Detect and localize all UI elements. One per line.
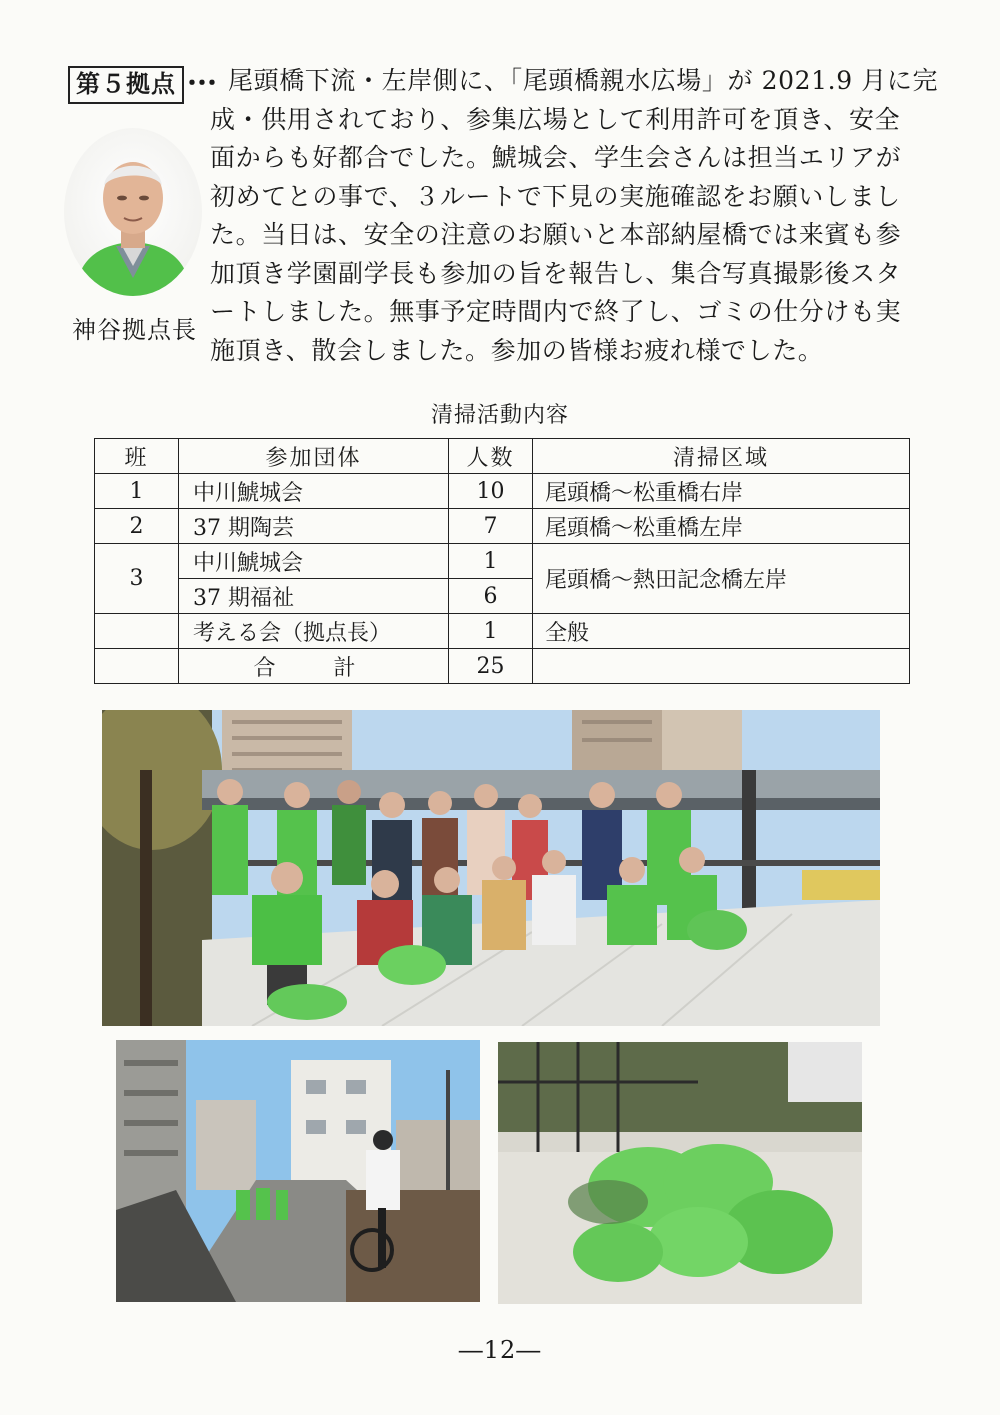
- table-header-row: [95, 439, 910, 474]
- body-line: た。当日は、安全の注意のお願いと本部納屋橋では来賓も参: [210, 220, 902, 249]
- cell-count: 1: [449, 614, 533, 649]
- body-line: 面からも好都合でした。鯱城会、学生会さんは担当エリアが: [210, 143, 902, 172]
- header-count: 人数: [449, 439, 533, 474]
- cell-count: 10: [449, 474, 533, 509]
- cell-team: 考える会（拠点長）: [179, 614, 449, 649]
- cell-team: 37 期陶芸: [179, 509, 449, 544]
- cell-group: 2: [95, 509, 179, 544]
- body-line: ートしました。無事予定時間内で終了し、ゴミの仕分けも実: [210, 297, 902, 326]
- body-line: 成・供用されており、参集広場として利用許可を頂き、安全: [210, 104, 901, 134]
- cell-empty: [533, 649, 910, 684]
- cell-group: [95, 614, 179, 649]
- body-line: 加頂き学園副学長も参加の旨を報告し、集合写真撮影後スタ: [210, 258, 902, 288]
- body-line: 初めてとの事で、３ルートで下見の実施確認をお願いしまし: [210, 181, 901, 211]
- body-line: 尾頭橋下流・左岸側に、「尾頭橋親水広場」が 2021.9 月に完: [228, 66, 939, 95]
- cell-area: 尾頭橋～松重橋右岸: [533, 474, 910, 509]
- portrait-caption: 神谷拠点長: [72, 316, 197, 344]
- table-row: [95, 474, 910, 509]
- table-title: 清掃活動内容: [430, 403, 569, 428]
- cell-count: 1: [449, 544, 533, 579]
- label-dots: ･･･: [186, 68, 216, 97]
- cell-team: 37 期福祉: [179, 579, 449, 614]
- cell-area: 尾頭橋～松重橋左岸: [533, 509, 910, 544]
- cell-area: 全般: [533, 614, 910, 649]
- body-line: 施頂き、散会しました。参加の皆様お疲れ様でした。: [210, 335, 824, 365]
- cell-area: 尾頭橋～熱田記念橋左岸: [533, 544, 910, 614]
- report-body: [210, 62, 940, 370]
- cell-group: 1: [95, 474, 179, 509]
- cell-team: 中川鯱城会: [179, 474, 449, 509]
- table-total-row: [95, 649, 910, 684]
- cell-count: 6: [449, 579, 533, 614]
- cell-team: 中川鯱城会: [179, 544, 449, 579]
- walking-photo: [116, 1040, 480, 1302]
- total-count: 25: [449, 649, 533, 684]
- total-label: 合 計: [179, 649, 449, 684]
- cell-empty: [95, 649, 179, 684]
- section-label: 第５拠点: [68, 66, 184, 104]
- header-team: 参加団体: [179, 439, 449, 474]
- table-row: [95, 614, 910, 649]
- cleanup-table: [94, 438, 910, 684]
- table-row: [95, 544, 910, 579]
- table-row: [95, 509, 910, 544]
- page-number: ―12―: [458, 1336, 542, 1364]
- header-area: 清掃区域: [533, 439, 910, 474]
- cell-count: 7: [449, 509, 533, 544]
- trash-bags-photo: [498, 1042, 862, 1304]
- cell-group: 3: [95, 544, 179, 614]
- header-group: 班: [95, 439, 179, 474]
- portrait-photo: [64, 128, 202, 296]
- group-photo: [102, 710, 880, 1026]
